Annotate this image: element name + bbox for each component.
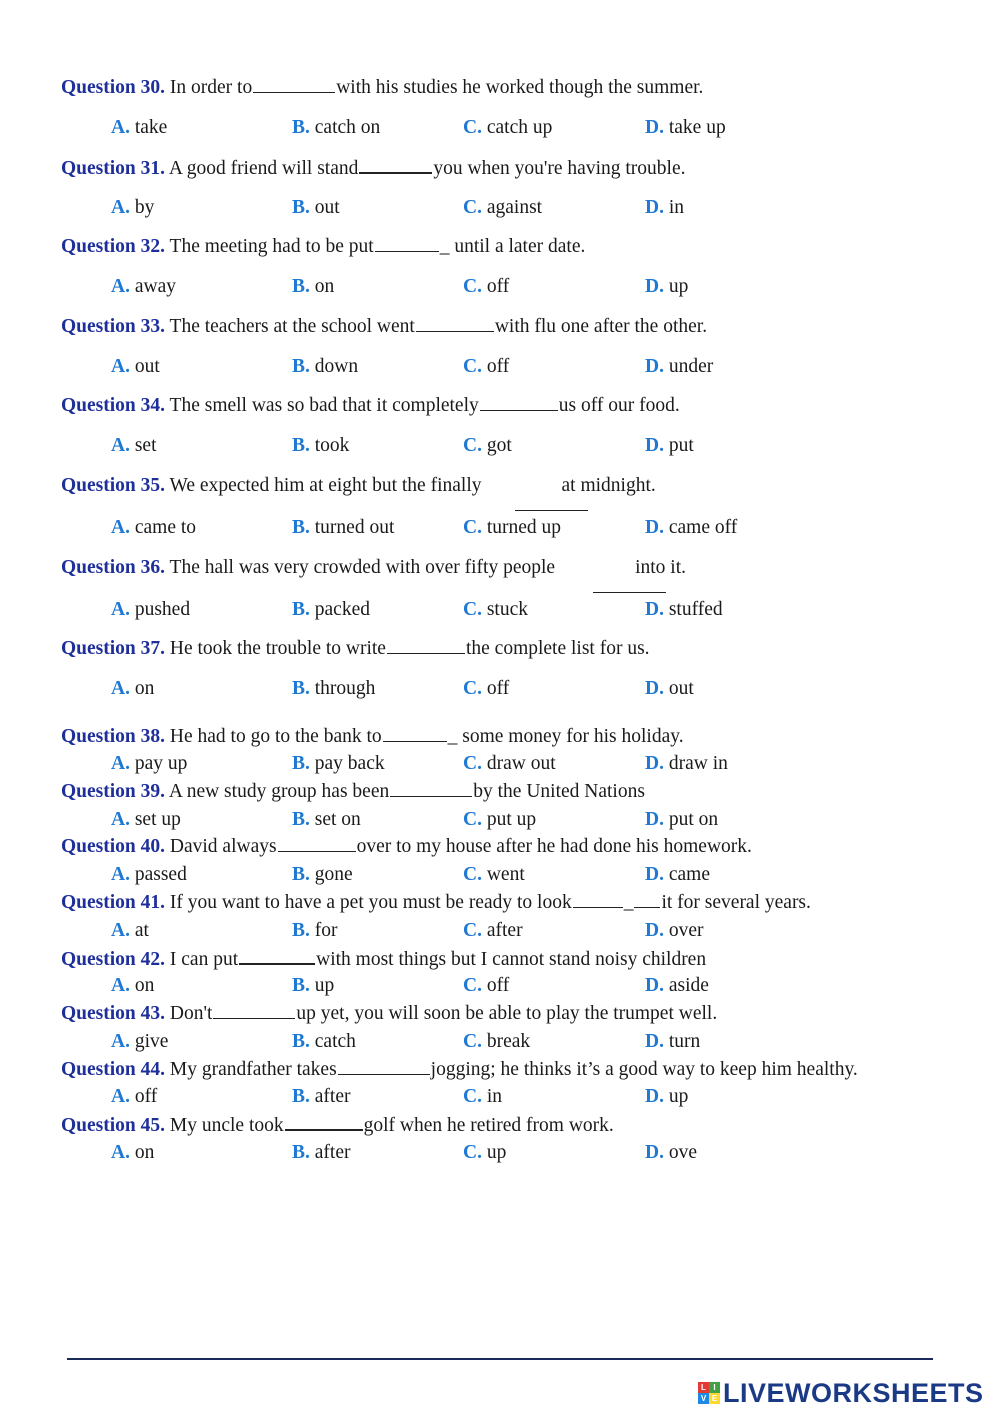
option-text: up: [481, 1142, 507, 1163]
option-text: on: [309, 276, 335, 297]
option-letter: C.: [463, 517, 482, 538]
option-d[interactable]: [645, 196, 684, 220]
option-letter: A.: [111, 864, 130, 885]
option-a[interactable]: [111, 355, 160, 379]
option-letter: D.: [645, 1031, 664, 1052]
question-label: Question 40.: [61, 836, 166, 857]
option-letter: A.: [111, 1086, 130, 1107]
question-text: If you want to have a pet you must be ready to look: [165, 892, 572, 913]
option-letter: B.: [292, 599, 310, 620]
option-letter: C.: [463, 975, 482, 996]
option-text: turned up: [481, 517, 562, 538]
question-text: Don't: [165, 1003, 213, 1024]
option-c[interactable]: [463, 275, 509, 299]
option-text: put up: [481, 809, 537, 830]
question-label: Question 30.: [61, 77, 166, 98]
option-a[interactable]: [111, 116, 167, 140]
option-text: turn: [663, 1031, 701, 1052]
option-a[interactable]: [111, 863, 187, 887]
question-label: Question 42.: [61, 949, 166, 970]
option-d[interactable]: [645, 752, 728, 776]
option-letter: C.: [463, 678, 482, 699]
option-letter: B.: [292, 809, 310, 830]
question-label: Question 34.: [61, 395, 166, 416]
option-letter: D.: [645, 975, 664, 996]
option-letter: D.: [645, 435, 664, 456]
option-text: turned out: [309, 517, 395, 538]
option-text: against: [481, 197, 543, 218]
option-letter: C.: [463, 356, 482, 377]
question-text: He took the trouble to write: [165, 638, 386, 659]
question-32: [61, 235, 585, 259]
option-letter: D.: [645, 1142, 664, 1163]
option-letter: C.: [463, 809, 482, 830]
question-label: Question 39.: [61, 781, 166, 802]
option-letter: D.: [645, 1086, 664, 1107]
option-text: after: [481, 920, 523, 941]
answer-blank[interactable]: [416, 315, 494, 332]
option-letter: C.: [463, 197, 482, 218]
option-text: off: [481, 276, 510, 297]
option-b[interactable]: [292, 1085, 350, 1109]
option-b[interactable]: [292, 1030, 356, 1054]
option-a[interactable]: [111, 808, 181, 832]
option-text: pushed: [129, 599, 191, 620]
option-text: gone: [309, 864, 353, 885]
answer-blank[interactable]: [375, 235, 439, 252]
option-letter: B.: [292, 517, 310, 538]
question-text: jogging; he thinks it’s a good way to keep him healthy.: [430, 1059, 858, 1080]
logo-mark-letter: L: [698, 1382, 709, 1393]
option-a[interactable]: [111, 1030, 168, 1054]
option-letter: B.: [292, 678, 310, 699]
option-a[interactable]: [111, 677, 154, 701]
option-text: stuffed: [663, 599, 723, 620]
question-text: A new study group has been: [165, 781, 390, 802]
option-letter: B.: [292, 356, 310, 377]
option-text: give: [129, 1031, 169, 1052]
question-label: Question 38.: [61, 726, 166, 747]
option-d[interactable]: [645, 1030, 700, 1054]
option-b[interactable]: [292, 752, 385, 776]
option-text: ove: [663, 1142, 697, 1163]
option-letter: C.: [463, 117, 482, 138]
option-letter: D.: [645, 276, 664, 297]
question-30: [61, 76, 703, 100]
option-text: off: [481, 678, 510, 699]
option-text: break: [481, 1031, 531, 1052]
option-a[interactable]: [111, 598, 190, 622]
option-letter: D.: [645, 517, 664, 538]
option-letter: A.: [111, 356, 130, 377]
option-b[interactable]: [292, 808, 361, 832]
option-c[interactable]: [463, 808, 536, 832]
option-text: up: [309, 975, 335, 996]
question-text: golf when he retired from work.: [363, 1115, 614, 1136]
option-c[interactable]: [463, 752, 556, 776]
question-label: Question 35.: [61, 475, 166, 496]
question-text: up yet, you will soon be able to play the trumpet well.: [296, 1003, 718, 1024]
question-text: My uncle took: [165, 1115, 284, 1136]
question-text: the complete list for us.: [465, 638, 650, 659]
option-a[interactable]: [111, 919, 149, 943]
question-text: The teachers at the school went: [165, 316, 415, 337]
option-d[interactable]: [645, 677, 694, 701]
question-39: [61, 780, 645, 804]
answer-blank[interactable]: [278, 835, 356, 852]
option-d[interactable]: [645, 275, 688, 299]
option-letter: A.: [111, 517, 130, 538]
option-letter: D.: [645, 809, 664, 830]
option-letter: B.: [292, 975, 310, 996]
option-d[interactable]: [645, 598, 723, 622]
option-text: pay back: [309, 753, 385, 774]
option-text: away: [129, 276, 176, 297]
option-letter: A.: [111, 599, 130, 620]
answer-blank[interactable]: [253, 76, 335, 93]
option-c[interactable]: [463, 196, 542, 220]
option-letter: C.: [463, 1031, 482, 1052]
option-c[interactable]: [463, 863, 525, 887]
option-c[interactable]: [463, 116, 552, 140]
option-text: out: [309, 197, 340, 218]
question-38: [61, 725, 684, 749]
option-text: got: [481, 435, 512, 456]
option-text: draw in: [663, 753, 728, 774]
logo-mark-letter: E: [709, 1393, 720, 1404]
option-b[interactable]: [292, 355, 358, 379]
option-b[interactable]: [292, 1141, 350, 1165]
question-text: with his studies he worked though the summer.: [336, 77, 704, 98]
question-text: _ some money for his holiday.: [447, 726, 684, 747]
question-text: My grandfather takes: [165, 1059, 337, 1080]
option-text: take: [129, 117, 168, 138]
question-text: it for several years.: [661, 892, 811, 913]
option-text: up: [663, 1086, 689, 1107]
liveworksheets-logo[interactable]: [698, 1378, 984, 1408]
question-text: He had to go to the bank to: [165, 726, 382, 747]
question-44: [61, 1058, 858, 1082]
question-label: Question 36.: [61, 557, 166, 578]
option-letter: C.: [463, 753, 482, 774]
question-text: David always: [165, 836, 277, 857]
option-text: in: [481, 1086, 503, 1107]
option-letter: A.: [111, 809, 130, 830]
option-c[interactable]: [463, 516, 561, 540]
option-text: put: [663, 435, 694, 456]
option-text: catch: [309, 1031, 356, 1052]
answer-blank[interactable]: [359, 156, 432, 174]
question-label: Question 41.: [61, 892, 166, 913]
option-text: on: [129, 1142, 155, 1163]
option-d[interactable]: [645, 919, 704, 943]
option-letter: A.: [111, 117, 130, 138]
option-letter: D.: [645, 599, 664, 620]
option-b[interactable]: [292, 434, 349, 458]
option-text: set: [129, 435, 157, 456]
option-letter: A.: [111, 678, 130, 699]
option-text: draw out: [481, 753, 556, 774]
option-c[interactable]: [463, 974, 509, 998]
option-text: after: [309, 1086, 351, 1107]
option-letter: C.: [463, 920, 482, 941]
option-text: on: [129, 975, 155, 996]
option-letter: B.: [292, 753, 310, 774]
answer-blank[interactable]: [593, 592, 666, 593]
option-letter: C.: [463, 864, 482, 885]
question-label: Question 44.: [61, 1059, 166, 1080]
option-text: passed: [129, 864, 187, 885]
option-letter: D.: [645, 864, 664, 885]
option-text: over: [663, 920, 704, 941]
option-text: set on: [309, 809, 361, 830]
option-text: for: [309, 920, 338, 941]
option-c[interactable]: [463, 1141, 506, 1165]
option-c[interactable]: [463, 1085, 502, 1109]
option-letter: D.: [645, 920, 664, 941]
option-a[interactable]: [111, 516, 196, 540]
question-label: Question 32.: [61, 236, 166, 257]
option-text: catch on: [309, 117, 381, 138]
question-label: Question 33.: [61, 316, 166, 337]
answer-blank[interactable]: [387, 637, 465, 654]
option-letter: B.: [292, 197, 310, 218]
option-c[interactable]: [463, 598, 528, 622]
option-a[interactable]: [111, 1085, 157, 1109]
footer-divider: [67, 1358, 933, 1360]
option-a[interactable]: [111, 752, 187, 776]
option-letter: D.: [645, 356, 664, 377]
question-33: [61, 315, 707, 339]
option-text: aside: [663, 975, 709, 996]
option-letter: C.: [463, 1086, 482, 1107]
option-text: after: [309, 1142, 351, 1163]
logo-mark-letter: V: [698, 1393, 709, 1404]
option-letter: C.: [463, 276, 482, 297]
option-text: packed: [309, 599, 370, 620]
option-letter: B.: [292, 1031, 310, 1052]
option-text: came: [663, 864, 710, 885]
option-text: up: [663, 276, 689, 297]
answer-blank[interactable]: [239, 947, 315, 965]
question-40: [61, 835, 752, 859]
question-text: I can put: [165, 949, 239, 970]
question-text: _ until a later date.: [439, 236, 586, 257]
question-label: Question 45.: [61, 1115, 166, 1136]
option-text: take up: [663, 117, 726, 138]
question-text: In order to: [165, 77, 253, 98]
answer-blank[interactable]: [338, 1058, 430, 1075]
question-31: [61, 156, 685, 181]
answer-blank-extension: [634, 891, 660, 908]
option-a[interactable]: [111, 275, 176, 299]
option-d[interactable]: [645, 974, 709, 998]
question-43: [61, 1002, 717, 1026]
option-text: went: [481, 864, 525, 885]
option-d[interactable]: [645, 863, 710, 887]
option-text: on: [129, 678, 155, 699]
option-text: stuck: [481, 599, 529, 620]
answer-blank[interactable]: [213, 1002, 295, 1019]
option-c[interactable]: [463, 919, 523, 943]
question-label: Question 37.: [61, 638, 166, 659]
option-text: came off: [663, 517, 738, 538]
option-a[interactable]: [111, 434, 157, 458]
question-text: us off our food.: [558, 395, 680, 416]
answer-blank[interactable]: [515, 510, 588, 511]
option-text: took: [309, 435, 350, 456]
option-text: down: [309, 356, 359, 377]
option-letter: A.: [111, 197, 130, 218]
question-42: [61, 947, 706, 972]
question-34: [61, 394, 680, 418]
option-letter: B.: [292, 1086, 310, 1107]
question-text: you when you're having trouble.: [433, 158, 686, 179]
question-text: at midnight.: [561, 475, 656, 496]
option-letter: C.: [463, 435, 482, 456]
option-text: put on: [663, 809, 719, 830]
option-letter: C.: [463, 599, 482, 620]
question-45: [61, 1113, 614, 1138]
option-c[interactable]: [463, 1030, 530, 1054]
option-text: came to: [129, 517, 197, 538]
option-text: pay up: [129, 753, 188, 774]
option-letter: D.: [645, 117, 664, 138]
option-letter: A.: [111, 975, 130, 996]
question-37: [61, 637, 650, 661]
answer-blank[interactable]: [480, 394, 558, 411]
option-text: at: [129, 920, 149, 941]
option-d[interactable]: [645, 116, 726, 140]
question-text: A good friend will stand: [165, 158, 359, 179]
logo-mark-icon: [698, 1382, 720, 1404]
option-c[interactable]: [463, 434, 512, 458]
option-letter: A.: [111, 753, 130, 774]
option-text: in: [663, 197, 685, 218]
question-text: We expected him at eight but the finally: [165, 475, 482, 496]
question-text: with flu one after the other.: [494, 316, 708, 337]
option-text: off: [481, 356, 510, 377]
option-text: by: [129, 197, 155, 218]
answer-blank[interactable]: [383, 725, 447, 742]
option-c[interactable]: [463, 355, 509, 379]
option-letter: B.: [292, 1142, 310, 1163]
question-text: with most things but I cannot stand noisy children: [316, 949, 707, 970]
option-letter: D.: [645, 678, 664, 699]
option-letter: A.: [111, 276, 130, 297]
option-c[interactable]: [463, 677, 509, 701]
option-letter: A.: [111, 1142, 130, 1163]
option-text: off: [129, 1086, 158, 1107]
option-letter: B.: [292, 117, 310, 138]
answer-blank[interactable]: [573, 891, 623, 908]
option-text: off: [481, 975, 510, 996]
option-b[interactable]: [292, 677, 375, 701]
question-label: Question 31.: [61, 158, 166, 179]
option-a[interactable]: [111, 196, 154, 220]
logo-text: LIVEWORKSHEETS: [723, 1377, 984, 1408]
option-d[interactable]: [645, 808, 718, 832]
option-b[interactable]: [292, 116, 380, 140]
option-d[interactable]: [645, 1085, 688, 1109]
question-text: The meeting had to be put: [165, 236, 374, 257]
option-letter: D.: [645, 753, 664, 774]
option-b[interactable]: [292, 919, 338, 943]
option-b[interactable]: [292, 863, 353, 887]
option-b[interactable]: [292, 516, 394, 540]
question-text: The smell was so bad that it completely: [165, 395, 479, 416]
option-letter: B.: [292, 276, 310, 297]
answer-blank[interactable]: [390, 780, 472, 797]
option-b[interactable]: [292, 974, 334, 998]
question-35: [61, 474, 656, 498]
question-36: [61, 556, 686, 580]
answer-blank[interactable]: [285, 1113, 363, 1131]
question-text: into it.: [635, 557, 686, 578]
option-letter: D.: [645, 197, 664, 218]
option-text: out: [663, 678, 694, 699]
question-text: The hall was very crowded with over fifty people: [165, 557, 556, 578]
question-41: [61, 891, 811, 915]
option-text: out: [129, 356, 160, 377]
option-a[interactable]: [111, 974, 154, 998]
option-letter: A.: [111, 435, 130, 456]
question-text: over to my house after he had done his homework.: [356, 836, 752, 857]
option-a[interactable]: [111, 1141, 154, 1165]
option-d[interactable]: [645, 1141, 697, 1165]
option-letter: B.: [292, 435, 310, 456]
option-text: catch up: [481, 117, 553, 138]
option-b[interactable]: [292, 275, 334, 299]
option-letter: C.: [463, 1142, 482, 1163]
option-d[interactable]: [645, 355, 713, 379]
option-letter: B.: [292, 920, 310, 941]
question-text: _: [623, 892, 634, 913]
option-letter: A.: [111, 920, 130, 941]
option-text: set up: [129, 809, 181, 830]
question-label: Question 43.: [61, 1003, 166, 1024]
option-b[interactable]: [292, 598, 370, 622]
option-b[interactable]: [292, 196, 340, 220]
option-d[interactable]: [645, 434, 694, 458]
option-letter: B.: [292, 864, 310, 885]
option-d[interactable]: [645, 516, 737, 540]
question-text: by the United Nations: [473, 781, 645, 802]
logo-mark-letter: I: [709, 1382, 720, 1393]
option-text: under: [663, 356, 714, 377]
option-letter: A.: [111, 1031, 130, 1052]
option-text: through: [309, 678, 376, 699]
